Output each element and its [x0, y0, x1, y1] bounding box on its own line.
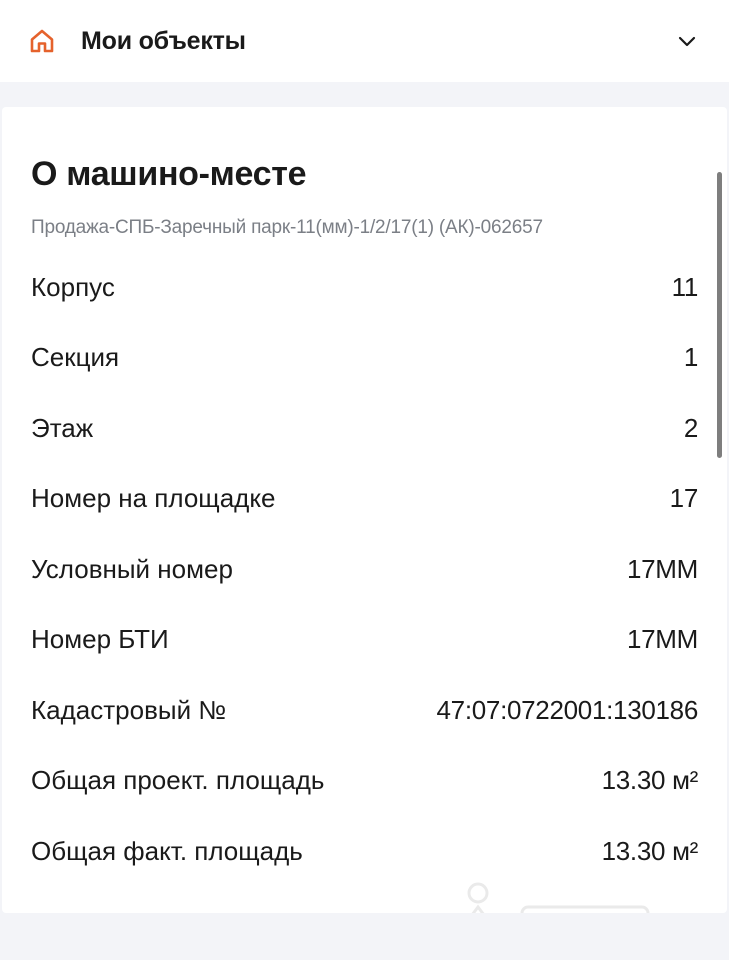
row-value: 47:07:0722001:130186 — [436, 694, 698, 725]
row-value: 13.30 м² — [601, 835, 698, 866]
row-value: 17 — [669, 483, 698, 514]
row-building — [31, 252, 698, 323]
row-value: 1 — [683, 342, 698, 373]
row-label: Условный номер — [31, 553, 233, 584]
row-value: 17ММ — [626, 624, 698, 655]
row-label: Номер БТИ — [31, 624, 169, 655]
objects-header[interactable] — [0, 0, 729, 82]
home-icon — [28, 27, 56, 55]
row-label: Общая факт. площадь — [31, 835, 303, 866]
row-cadastral-number — [31, 675, 698, 746]
scrollbar[interactable] — [717, 172, 722, 458]
row-value: 11 — [671, 271, 698, 302]
row-label: Номер на площадке — [31, 483, 276, 514]
chevron-down-icon[interactable] — [675, 29, 699, 53]
row-label: Общая проект. площадь — [31, 765, 325, 796]
parking-space-card — [2, 107, 727, 913]
row-actual-area — [31, 816, 698, 887]
row-design-area — [31, 746, 698, 817]
row-value: 17ММ — [626, 553, 698, 584]
row-value: 2 — [683, 412, 698, 443]
property-list — [31, 252, 698, 887]
object-code: Продажа-СПБ-Заречный парк-11(мм)-1/2/17(1) (АК)-062657 — [31, 217, 543, 238]
row-floor — [31, 393, 698, 464]
header-title: Мои объекты — [81, 26, 246, 55]
row-value: 13.30 м² — [601, 765, 698, 796]
row-section — [31, 323, 698, 394]
row-label: Этаж — [31, 412, 94, 443]
row-bti-number — [31, 605, 698, 676]
row-conditional-number — [31, 534, 698, 605]
row-label: Кадастровый № — [31, 694, 227, 725]
row-label: Секция — [31, 342, 120, 373]
card-title: О машино-месте — [31, 155, 307, 193]
page-background-bottom — [0, 913, 729, 960]
row-label: Корпус — [31, 271, 115, 302]
row-platform-number — [31, 464, 698, 535]
